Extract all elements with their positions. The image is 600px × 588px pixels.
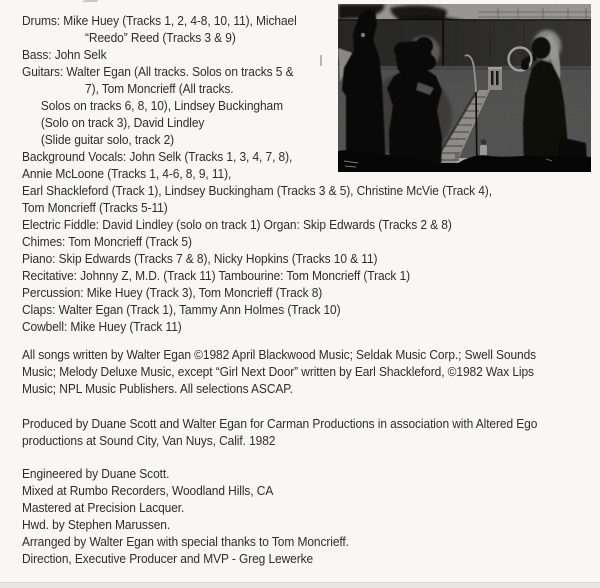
- personnel-credits: [22, 465, 600, 567]
- concert-photo: [338, 4, 591, 172]
- personnel-line: Engineered by Duane Scott.: [22, 466, 170, 481]
- credit-line: (Slide guitar solo, track 2): [40, 132, 175, 147]
- credit-line: Background Vocals: John Selk (Tracks 1, 3, 4, 7, 8),: [22, 149, 293, 164]
- credit-line: “Reedo” Reed (Tracks 3 & 9): [85, 30, 236, 45]
- credit-line: (Solo on track 3), David Lindley: [40, 115, 205, 130]
- credit-line: Annie McLoone (Tracks 1, 4-6, 8, 9, 11),: [22, 166, 232, 181]
- photo-film-grain: [338, 4, 591, 172]
- credit-line: Recitative: Johnny Z, M.D. (Track 11) Tambourine: Tom Moncrieff (Track 1): [22, 268, 411, 283]
- personnel-line: Mixed at Rumbo Recorders, Woodland Hills, CA: [22, 483, 274, 498]
- credit-line: Tom Moncrieff (Tracks 5-11): [22, 200, 168, 215]
- credit-line: Piano: Skip Edwards (Tracks 7 & 8), Nicky Hopkins (Tracks 10 & 11): [22, 251, 378, 266]
- personnel-line: Direction, Executive Producer and MVP - Greg Lewerke: [22, 551, 314, 566]
- publishing-line: Music; NPL Music Publishers. All selections ASCAP.: [22, 381, 293, 396]
- production-line: productions at Sound City, Van Nuys, Calif. 1982: [22, 433, 276, 448]
- page-bottom-strip: [0, 582, 600, 588]
- personnel-line: Mastered at Precision Lacquer.: [22, 500, 185, 515]
- personnel-line: Arranged by Walter Egan with special thanks to Tom Moncrieff.: [22, 534, 349, 549]
- credit-line: Bass: John Selk: [22, 47, 107, 62]
- credit-line: Electric Fiddle: David Lindley (solo on track 1) Organ: Skip Edwards (Tracks 2 & 8): [22, 217, 452, 232]
- publishing-line: All songs written by Walter Egan ©1982 April Blackwood Music; Seldak Music Corp.; Swell Sounds: [22, 347, 537, 362]
- personnel-line: Hwd. by Stephen Marussen.: [22, 517, 171, 532]
- credit-line: 7), Tom Moncrieff (All tracks.: [85, 81, 234, 96]
- credit-line: Guitars: Walter Egan (All tracks. Solos on tracks 5 &: [22, 64, 294, 79]
- credit-line: Drums: Mike Huey (Tracks 1, 2, 4-8, 10, 11), Michael: [22, 13, 297, 28]
- production-line: Produced by Duane Scott and Walter Egan for Carman Productions in association with Altered Ego: [22, 416, 538, 431]
- credit-line: Percussion: Mike Huey (Track 3), Tom Moncrieff (Track 8): [22, 285, 323, 300]
- scan-artifact-side: [320, 55, 322, 66]
- scan-artifact-top: [83, 0, 98, 2]
- credit-line: Cowbell: Mike Huey (Track 11): [22, 319, 182, 334]
- credit-line: Chimes: Tom Moncrieff (Track 5): [22, 234, 192, 249]
- credit-line: Solos on tracks 6, 8, 10), Lindsey Buckingham: [40, 98, 283, 113]
- credit-line: Earl Shackleford (Track 1), Lindsey Buckingham (Tracks 3 & 5), Christine McVie (Track 4),: [22, 183, 492, 198]
- publishing-line: Music; Melody Deluxe Music, except “Girl Next Door” written by Earl Shackleford, ©1982 Wax Lips: [22, 364, 534, 379]
- production-note: [22, 415, 600, 449]
- credit-line: Claps: Walter Egan (Track 1), Tammy Ann Holmes (Track 10): [22, 302, 341, 317]
- publishing-note: [22, 346, 600, 397]
